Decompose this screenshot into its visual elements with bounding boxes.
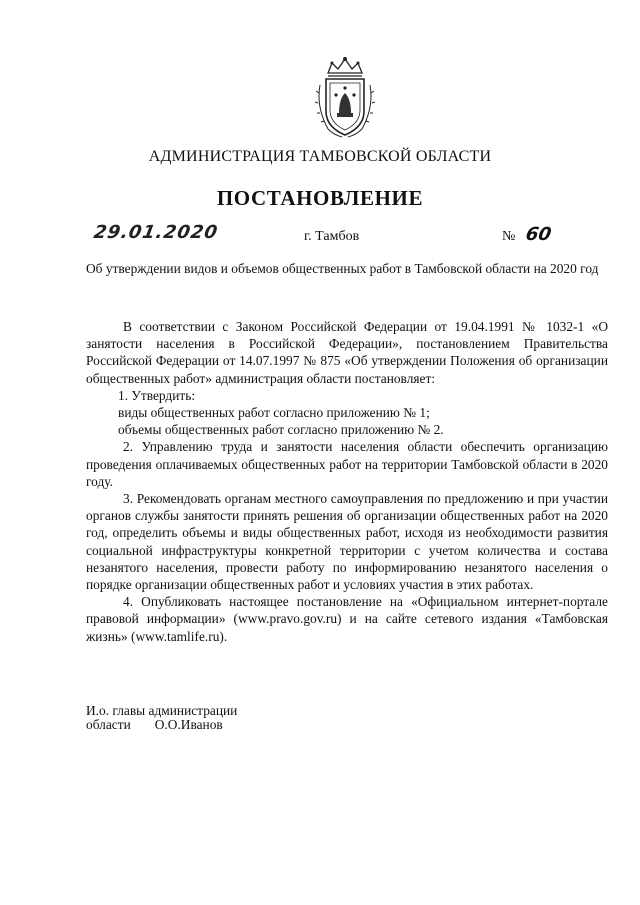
signature-position-cont: области (86, 717, 131, 732)
document-body (86, 318, 608, 645)
agency-name: АДМИНИСТРАЦИЯ ТАМБОВСКОЙ ОБЛАСТИ (148, 148, 492, 165)
signature-position: И.о. главы администрации (86, 703, 238, 718)
paragraph-item-3: 3. Рекомендовать органам местного самоуправления по предложению и при участии органов службы занятости принять решения об организации общественных работ на 2020 год, определить объемы и виды общественных работ, исходя из необходимости развития социальной инфраструктуры конкретной территории с учетом количества и состава незанятого населения, провести работу по информированию незанятого населения о порядке организации общественных работ и условиях участия в этих работах. (86, 491, 608, 593)
handwritten-date: 29.01.2020 (92, 222, 220, 243)
signatory-name: О.О.Иванов (154, 717, 223, 732)
paragraph-item-1-types: виды общественных работ согласно приложению № 1; (118, 405, 430, 421)
paragraph-item-2: 2. Управлению труда и занятости населения области обеспечить организацию проведения оплачиваемых общественных работ на территории Тамбовской области в 2020 году. (86, 439, 608, 489)
signature-line-2 (86, 718, 237, 732)
tambov-coat-of-arms-icon (312, 55, 378, 139)
paragraph-preamble: В соответствии с Законом Российской Федерации от 19.04.1991 № 1032-1 «О занятости населения в Российской Федерации», постановлением Правительства Российской Федерации от 14.07.1997 № 875 «Об утверждении Положения об организации общественных работ» администрация области постановляет: (86, 319, 608, 386)
handwritten-number: 60 (524, 224, 553, 245)
signature-block (86, 704, 237, 732)
document-subject: Об утверждении видов и объемов общественных работ в Тамбовской области на 2020 год (86, 261, 599, 276)
document-type-title: ПОСТАНОВЛЕНИЕ (216, 186, 424, 210)
number-label: № (502, 229, 516, 244)
paragraph-item-1-volumes: объемы общественных работ согласно приложению № 2. (118, 422, 444, 438)
paragraph-item-1: 1. Утвердить: (118, 387, 196, 403)
paragraph-item-4: 4. Опубликовать настоящее постановление на «Официальном интернет-портале правовой информации» (www.pravo.gov.ru) и на сайте сетевого издания «Тамбовская жизнь» (www.tamlife.ru). (86, 594, 608, 644)
city-label: г. Тамбов (304, 229, 360, 244)
